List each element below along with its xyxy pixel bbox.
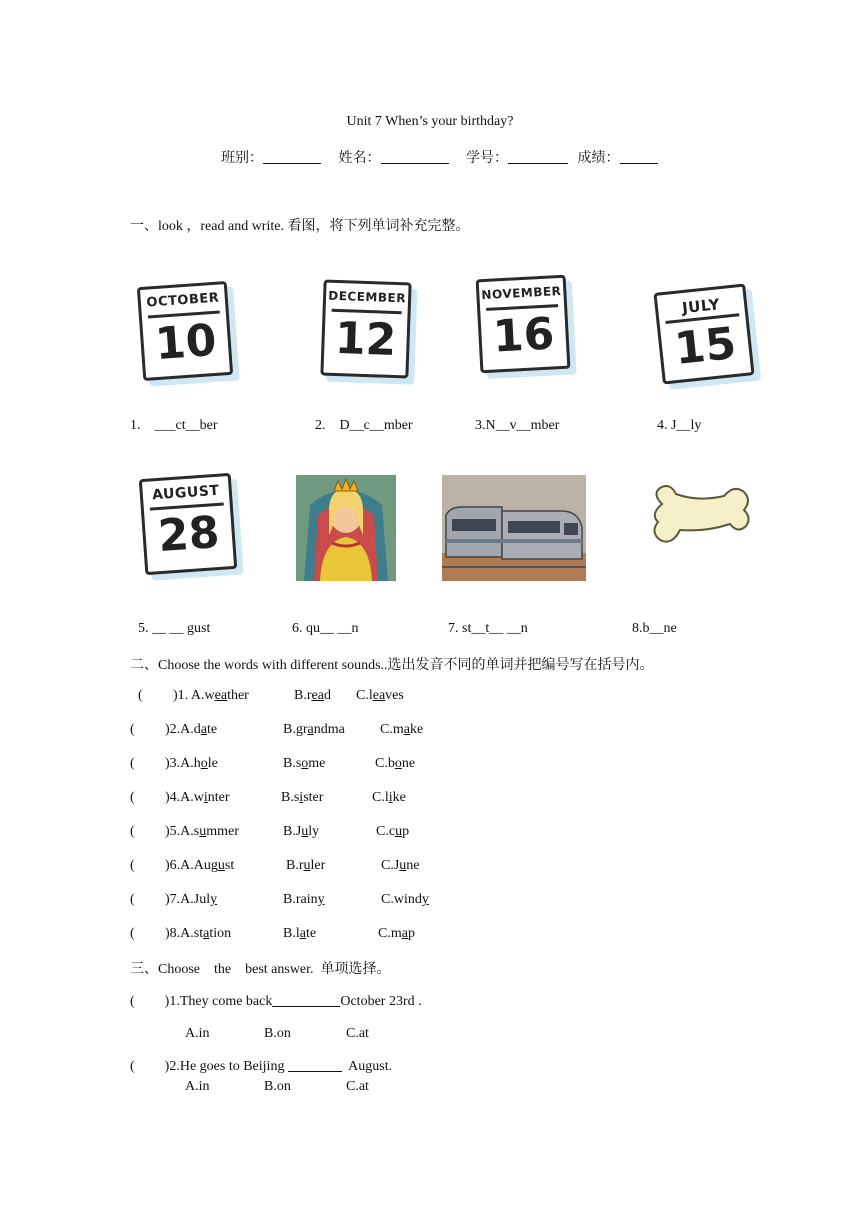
calendar-month: DECEMBER bbox=[328, 288, 407, 306]
calendar-july-image bbox=[654, 282, 760, 386]
word-item-7: 7. st__t__ __n bbox=[448, 621, 528, 636]
question-number: )4.A. bbox=[165, 790, 194, 805]
option-b: B.ruler bbox=[286, 858, 326, 873]
answer-blank-1[interactable] bbox=[272, 992, 340, 1007]
answer-paren-2[interactable]: ( bbox=[130, 1059, 135, 1074]
calendar-august-image bbox=[138, 470, 244, 576]
option-a: )1. A.weather bbox=[173, 688, 249, 703]
question-number: )2.A. bbox=[165, 722, 194, 737]
option-a: )5.A.summer bbox=[165, 824, 239, 839]
option-b: B.rainy bbox=[283, 892, 325, 907]
option-c: C.like bbox=[372, 790, 406, 805]
id-blank[interactable] bbox=[508, 149, 568, 164]
option-c: C.make bbox=[380, 722, 424, 737]
q1-option-b[interactable]: B.on bbox=[264, 1026, 291, 1041]
answer-paren[interactable]: ( bbox=[130, 824, 135, 839]
word-item-4: 4. J__ly bbox=[657, 418, 702, 433]
calendar-day: 28 bbox=[156, 506, 222, 563]
calendar-day: 10 bbox=[153, 314, 219, 371]
section2-heading: 二、Choose the words with different sounds..选出发音不同的单词并把编号写在括号内。 bbox=[130, 658, 654, 673]
name-label: 姓名： bbox=[338, 151, 381, 166]
calendar-day: 15 bbox=[672, 317, 739, 375]
student-info-line bbox=[221, 147, 658, 167]
option-a: )2.A.date bbox=[165, 722, 218, 737]
answer-paren[interactable]: ( bbox=[138, 688, 143, 703]
question-text-before: He goes to Beijing bbox=[179, 1059, 288, 1074]
calendar-november-image bbox=[474, 271, 580, 377]
answer-blank-2[interactable] bbox=[288, 1057, 342, 1072]
answer-paren[interactable]: ( bbox=[130, 926, 135, 941]
score-label: 成绩： bbox=[577, 151, 620, 166]
answer-paren[interactable]: ( bbox=[130, 892, 135, 907]
option-b: B.read bbox=[294, 688, 331, 703]
option-c: C.June bbox=[381, 858, 420, 873]
page-title: Unit 7 When’s your birthday? bbox=[346, 114, 514, 129]
calendar-month: JULY bbox=[681, 295, 721, 318]
name-blank[interactable] bbox=[381, 149, 449, 164]
section1-heading: 一、look ，read and write. 看图，将下列单词补充完整。 bbox=[130, 219, 470, 234]
calendar-day: 16 bbox=[491, 308, 556, 363]
option-b: B.July bbox=[283, 824, 320, 839]
question-number: )6.A. bbox=[165, 858, 194, 873]
bone-image bbox=[648, 482, 756, 552]
question-text-after: October 23rd . bbox=[340, 994, 422, 1009]
word-item-2: 2. D__c__mber bbox=[315, 418, 413, 433]
word-item-6: 6. qu__ __n bbox=[292, 621, 359, 636]
q1-option-c[interactable]: C.at bbox=[346, 1026, 369, 1041]
question-text-after: August. bbox=[341, 1059, 393, 1074]
question-number: )8.A. bbox=[165, 926, 194, 941]
question-1 bbox=[130, 992, 422, 1010]
question-number: )5.A. bbox=[165, 824, 194, 839]
option-c: C.map bbox=[378, 926, 415, 941]
word-item-8: 8.b__ne bbox=[632, 621, 677, 636]
option-b: B.some bbox=[283, 756, 326, 771]
word-item-3: 3.N__v__mber bbox=[475, 418, 560, 433]
calendar-month: OCTOBER bbox=[146, 290, 220, 311]
q2-option-b[interactable]: B.on bbox=[264, 1079, 291, 1094]
answer-paren[interactable]: ( bbox=[130, 790, 135, 805]
answer-paren-1[interactable]: ( bbox=[130, 994, 135, 1009]
option-c: C.bone bbox=[375, 756, 416, 771]
class-blank[interactable] bbox=[263, 149, 321, 164]
word-item-1: 1. ___ct__ber bbox=[130, 418, 218, 433]
option-c: C.windy bbox=[381, 892, 429, 907]
calendar-october-image bbox=[136, 278, 236, 382]
option-c: C.cup bbox=[376, 824, 410, 839]
option-b: B.grandma bbox=[283, 722, 345, 737]
calendar-day: 12 bbox=[334, 312, 398, 367]
question-number: )1. A. bbox=[173, 688, 205, 703]
queen-image bbox=[296, 475, 396, 581]
id-label: 学号： bbox=[466, 151, 508, 166]
q2-option-a[interactable]: A.in bbox=[185, 1079, 210, 1094]
calendar-december-image bbox=[318, 275, 418, 381]
train-image bbox=[442, 475, 586, 581]
section3-heading: 三、Choose the best answer. 单项选择。 bbox=[130, 962, 391, 977]
question-text-before: They come back bbox=[179, 994, 273, 1009]
q1-option-a[interactable]: A.in bbox=[185, 1026, 210, 1041]
question-number: )1. bbox=[164, 994, 180, 1009]
option-a: )4.A.winter bbox=[165, 790, 230, 805]
question-2 bbox=[130, 1057, 392, 1075]
question-number: )3.A. bbox=[165, 756, 194, 771]
option-a: )6.A.August bbox=[165, 858, 235, 873]
word-item-5: 5. __ __ gust bbox=[138, 621, 211, 636]
q2-option-c[interactable]: C.at bbox=[346, 1079, 369, 1094]
answer-paren[interactable]: ( bbox=[130, 756, 135, 771]
calendar-month: AUGUST bbox=[151, 482, 220, 504]
option-a: )7.A.July bbox=[165, 892, 218, 907]
option-b: B.late bbox=[283, 926, 317, 941]
question-number: )2. bbox=[164, 1059, 180, 1074]
option-b: B.sister bbox=[281, 790, 324, 805]
question-number: )7.A. bbox=[165, 892, 194, 907]
class-label: 班别： bbox=[221, 151, 263, 166]
answer-paren[interactable]: ( bbox=[130, 722, 135, 737]
calendar-month: NOVEMBER bbox=[481, 283, 562, 303]
option-c: C.leaves bbox=[356, 688, 404, 703]
option-a: )3.A.hole bbox=[165, 756, 218, 771]
option-a: )8.A.station bbox=[165, 926, 232, 941]
score-blank[interactable] bbox=[620, 149, 658, 164]
answer-paren[interactable]: ( bbox=[130, 858, 135, 873]
